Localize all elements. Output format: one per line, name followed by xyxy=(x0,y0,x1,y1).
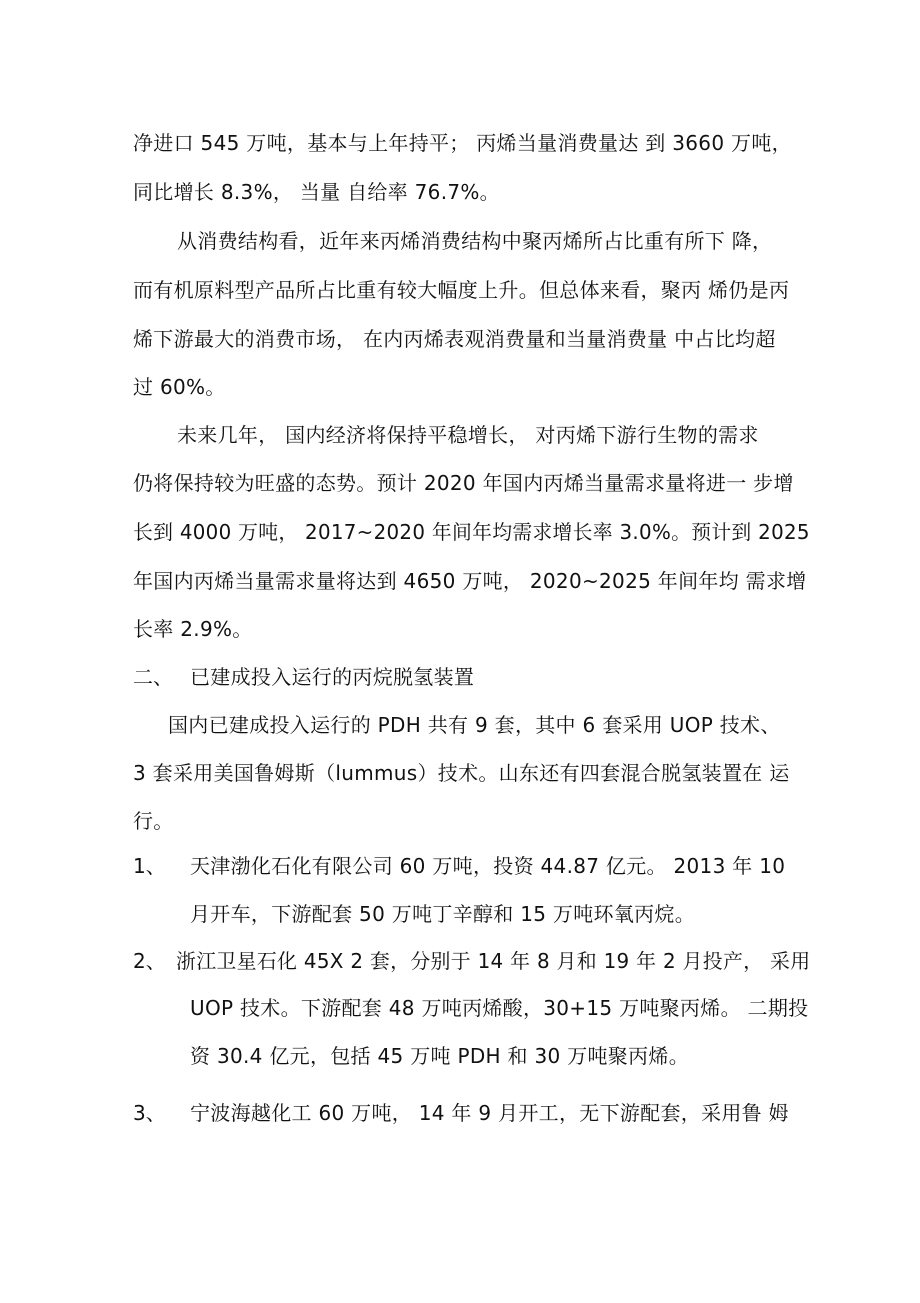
paragraph-3-line-2: 仍将保持较为旺盛的态势。预计 2020 年国内丙烯当量需求量将进一 步增 xyxy=(133,471,794,495)
list-item-3-number: 3、 xyxy=(133,1101,166,1125)
paragraph-3-line-3: 长到 4000 万吨， 2017~2020 年间年均需求增长率 3.0%。预计到 2025 xyxy=(133,520,810,544)
paragraph-4-line-1: 国内已建成投入运行的 PDH 共有 9 套，其中 6 套采用 UOP 技术、 xyxy=(168,713,781,737)
list-item-1-line-1: 天津渤化石化有限公司 60 万吨，投资 44.87 亿元。 2013 年 10 xyxy=(190,854,786,878)
list-item-1-number: 1、 xyxy=(133,854,166,878)
list-item-2-line-2: UOP 技术。下游配套 48 万吨丙烯酸，30+15 万吨聚丙烯。 二期投 xyxy=(190,996,809,1020)
paragraph-4-line-3: 行。 xyxy=(133,809,174,833)
paragraph-2-line-1: 从消费结构看，近年来丙烯消费结构中聚丙烯所占比重有所下 降， xyxy=(177,229,773,253)
list-item-2-line-1: 浙江卫星石化 45X 2 套，分别于 14 年 8 月和 19 年 2 月投产， 采用 xyxy=(176,949,811,973)
paragraph-2-line-4: 过 60%。 xyxy=(133,375,226,399)
section-2-number: 二、 xyxy=(133,665,173,689)
section-2-title: 已建成投入运行的丙烷脱氢装置 xyxy=(190,665,475,689)
paragraph-1-line-1: 净进口 545 万吨，基本与上年持平； 丙烯当量消费量达 到 3660 万吨， xyxy=(133,131,792,155)
list-item-3-line-1: 宁波海越化工 60 万吨， 14 年 9 月开工，无下游配套，采用鲁 姆 xyxy=(190,1101,789,1125)
paragraph-3-line-1: 未来几年， 国内经济将保持平稳增长， 对丙烯下游行生物的需求 xyxy=(177,423,759,447)
list-item-1-line-2: 月开车，下游配套 50 万吨丁辛醇和 15 万吨环氧丙烷。 xyxy=(190,902,696,926)
paragraph-1-line-2: 同比增长 8.3%， 当量 自给率 76.7%。 xyxy=(133,180,500,204)
paragraph-3-line-4: 年国内丙烯当量需求量将达到 4650 万吨， 2020~2025 年间年均 需求增 xyxy=(133,569,807,593)
paragraph-3-line-5: 长率 2.9%。 xyxy=(133,617,253,641)
list-item-2-line-3: 资 30.4 亿元，包括 45 万吨 PDH 和 30 万吨聚丙烯。 xyxy=(190,1044,689,1068)
list-item-2-number: 2、 xyxy=(133,949,166,973)
paragraph-4-line-2: 3 套采用美国鲁姆斯（lummus）技术。山东还有四套混合脱氢装置在 运 xyxy=(133,761,790,785)
paragraph-2-line-3: 烯下游最大的消费市场， 在内丙烯表观消费量和当量消费量 中占比均超 xyxy=(133,327,776,351)
paragraph-2-line-2: 而有机原料型产品所占比重有较大幅度上升。但总体来看，聚丙 烯仍是丙 xyxy=(133,278,790,302)
